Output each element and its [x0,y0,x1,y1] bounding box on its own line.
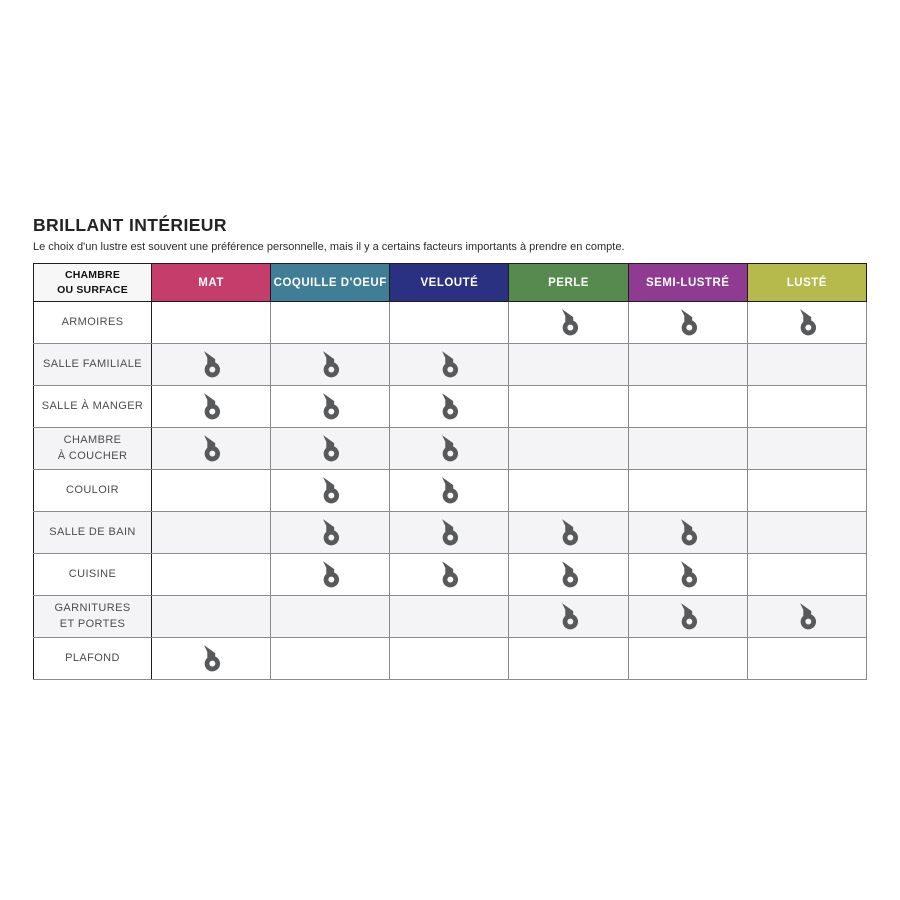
recommended-cell [271,428,390,470]
recommended-cell [509,302,628,344]
row-label [34,512,152,554]
empty-cell [152,554,271,596]
b-logo-icon [678,561,698,588]
empty-cell [390,596,509,638]
row-label [34,428,152,470]
row-label [34,554,152,596]
recommended-cell [271,554,390,596]
recommended-cell [390,512,509,554]
recommended-cell [271,386,390,428]
empty-cell [747,638,866,680]
row-label-line: CHAMBRE [63,434,122,447]
b-logo-icon [201,435,221,462]
empty-cell [628,428,747,470]
recommended-cell [390,386,509,428]
empty-cell [271,596,390,638]
page-subtitle: Le choix d'un lustre est souvent une préférence personnelle, mais il y a certains facteurs importants à prendre en compte. [33,241,625,253]
empty-cell [509,428,628,470]
table-row-chambre-a-coucher [34,428,867,470]
empty-cell [747,470,866,512]
b-logo-icon [439,435,459,462]
b-logo-icon [439,477,459,504]
b-logo-icon [439,393,459,420]
recommended-cell [152,386,271,428]
recommended-cell [747,596,866,638]
b-logo-icon [559,309,579,336]
recommended-cell [390,470,509,512]
row-label-line: CUISINE [68,567,117,580]
table-row-salle-familiale [34,344,867,386]
recommended-cell [271,512,390,554]
recommended-cell [271,470,390,512]
recommended-cell [747,302,866,344]
column-header-luste: LUSTÉ [747,264,866,302]
b-logo-icon [439,351,459,378]
column-header-mat: MAT [152,264,271,302]
empty-cell [271,302,390,344]
row-label-line: À COUCHER [57,449,128,462]
row-label [34,638,152,680]
row-label [34,386,152,428]
corner-header-line: CHAMBRE [64,269,121,282]
recommended-cell [271,344,390,386]
b-logo-icon [559,519,579,546]
finish-table [33,263,867,680]
recommended-cell [152,344,271,386]
row-label [34,596,152,638]
empty-cell [628,638,747,680]
empty-cell [509,470,628,512]
table-row-cuisine [34,554,867,596]
empty-cell [390,638,509,680]
b-logo-icon [439,519,459,546]
row-label-line: COULOIR [66,483,119,496]
b-logo-icon [559,603,579,630]
empty-cell [509,386,628,428]
b-logo-icon [320,561,340,588]
table-row-salle-a-manger [34,386,867,428]
b-logo-icon [320,477,340,504]
table-row-salle-de-bain [34,512,867,554]
empty-cell [747,386,866,428]
empty-cell [628,344,747,386]
recommended-cell [152,428,271,470]
empty-cell [747,512,866,554]
recommended-cell [628,554,747,596]
b-logo-icon [320,393,340,420]
recommended-cell [390,428,509,470]
empty-cell [747,428,866,470]
empty-cell [271,638,390,680]
recommended-cell [628,596,747,638]
b-logo-icon [678,309,698,336]
column-header-perle: PERLE [509,264,628,302]
column-header-semi-lustre: SEMI-LUSTRÉ [628,264,747,302]
empty-cell [509,344,628,386]
recommended-cell [628,512,747,554]
b-logo-icon [320,519,340,546]
row-label-line: SALLE À MANGER [41,399,144,412]
recommended-cell [390,344,509,386]
b-logo-icon [678,603,698,630]
corner-header-line: OU SURFACE [57,283,128,296]
table-row-plafond [34,638,867,680]
b-logo-icon [201,393,221,420]
column-header-coquille-d-oeuf: COQUILLE D'OEUF [271,264,390,302]
empty-cell [152,470,271,512]
recommended-cell [152,638,271,680]
row-label [34,470,152,512]
row-label-line: PLAFOND [65,651,120,664]
empty-cell [628,386,747,428]
recommended-cell [509,512,628,554]
recommended-cell [509,554,628,596]
row-label-line: ARMOIRES [61,315,124,328]
header-row [34,264,867,302]
empty-cell [747,344,866,386]
empty-cell [509,638,628,680]
row-label [34,302,152,344]
recommended-cell [628,302,747,344]
gloss-guide-section [33,215,867,680]
row-label-line: ET PORTES [59,617,126,630]
empty-cell [152,596,271,638]
page-title: BRILLANT INTÉRIEUR [33,215,227,235]
b-logo-icon [559,561,579,588]
b-logo-icon [439,561,459,588]
empty-cell [628,470,747,512]
row-label [34,344,152,386]
empty-cell [152,512,271,554]
corner-header [34,264,152,302]
b-logo-icon [201,645,221,672]
column-header-veloute: VELOUTÉ [390,264,509,302]
b-logo-icon [678,519,698,546]
table-row-garnitures-et-portes [34,596,867,638]
b-logo-icon [320,351,340,378]
b-logo-icon [797,309,817,336]
empty-cell [390,302,509,344]
empty-cell [747,554,866,596]
b-logo-icon [797,603,817,630]
recommended-cell [390,554,509,596]
row-label-line: SALLE DE BAIN [49,525,136,538]
b-logo-icon [320,435,340,462]
row-label-line: GARNITURES [54,602,131,615]
row-label-line: SALLE FAMILIALE [43,357,142,370]
empty-cell [152,302,271,344]
b-logo-icon [201,351,221,378]
table-row-armoires [34,302,867,344]
table-row-couloir [34,470,867,512]
recommended-cell [509,596,628,638]
